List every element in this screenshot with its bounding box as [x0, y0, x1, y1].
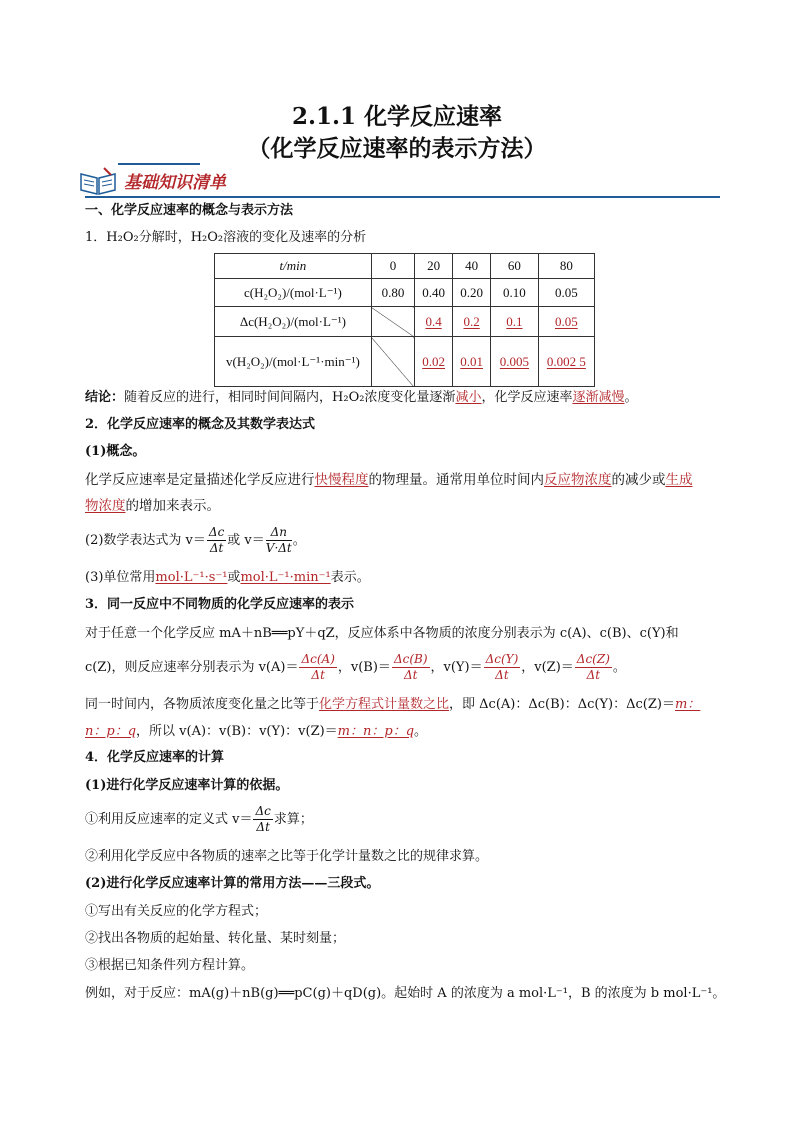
row-header: c(H₂O₂)/(mol·L⁻¹): [215, 279, 372, 307]
banner-top-rule: [118, 163, 200, 165]
text: 或: [227, 570, 241, 585]
answer: 物浓度: [85, 498, 126, 514]
list-item: ①写出有关反应的化学方程式；: [85, 904, 268, 919]
answer: 减小: [455, 390, 482, 405]
subsection-heading: (1)概念。: [85, 444, 146, 459]
text: ，v(B)＝: [337, 660, 391, 675]
answer: m：: [674, 697, 701, 712]
formula-line: [85, 803, 313, 837]
numerator: Δc: [208, 525, 225, 539]
text: c(Z)，则反应速率分别表示为 v(A)＝: [85, 660, 299, 675]
fraction: [575, 652, 612, 683]
table-cell: 0.80: [371, 279, 414, 307]
text: 表示。: [330, 570, 370, 585]
row-header: t/min: [215, 254, 372, 279]
numerator: Δc: [255, 804, 271, 818]
table-cell: 0.1: [491, 307, 539, 337]
table-cell: 0.20: [453, 279, 491, 307]
answer: 化学方程式计量数之比: [319, 697, 450, 712]
table-cell: 0.40: [415, 279, 453, 307]
table-cell: 0.005: [491, 337, 539, 387]
paragraph: [85, 496, 220, 516]
denominator: Δt: [495, 668, 509, 682]
subsection-heading: (1)进行化学反应速率计算的依据。: [85, 778, 289, 793]
section-divider: [85, 196, 720, 198]
page-subtitle: （化学反应速率的表示方法）: [247, 135, 547, 162]
fraction: [484, 652, 521, 683]
row-header: Δc(H₂O₂)/(mol·L⁻¹): [215, 307, 372, 337]
table-cell: 0.02: [415, 337, 453, 387]
table-cell: 40: [453, 254, 491, 279]
table-cell: 0.002 5: [538, 337, 594, 387]
table-cell-empty: [371, 307, 414, 337]
table-cell: 0.2: [453, 307, 491, 337]
denominator: Δt: [403, 668, 418, 682]
text: ，v(Z)＝: [521, 660, 574, 675]
text: ，v(Y)＝: [430, 660, 483, 675]
text: 的增加来表示。: [125, 498, 220, 514]
open-book-icon: [78, 166, 118, 196]
section-heading: 3．同一反应中不同物质的化学反应速率的表示: [85, 597, 355, 612]
data-table: [214, 253, 595, 387]
paragraph: 1．H₂O₂分解时，H₂O₂溶液的变化及速率的分析: [85, 230, 367, 245]
section-heading: 2．化学反应速率的概念及其数学表达式: [85, 417, 316, 432]
table-row: [215, 307, 595, 337]
paragraph: [85, 568, 370, 588]
formula-line: [85, 524, 306, 558]
text: 。: [414, 724, 428, 739]
answer: 逐渐减慢: [572, 390, 625, 405]
text: 。: [624, 390, 638, 405]
table-cell: 0.05: [538, 279, 594, 307]
text: 化学反应速率是定量描述化学反应进行: [85, 472, 315, 488]
answer: 反应物浓度: [544, 472, 612, 488]
denominator: Δt: [209, 541, 224, 555]
answer: mol·L⁻¹·s⁻¹: [155, 570, 228, 585]
table-cell: 80: [538, 254, 594, 279]
table-cell-empty: [371, 337, 414, 387]
denominator: Δt: [586, 668, 601, 682]
list-item: ③根据已知条件列方程计算。: [85, 958, 255, 973]
paragraph: [85, 695, 700, 715]
section-heading: 一、化学反应速率的概念与表示方法: [85, 203, 294, 218]
table-cell: 0.4: [415, 307, 453, 337]
text: 求算；: [273, 812, 313, 827]
section-banner-label: 基础知识清单: [124, 173, 226, 193]
list-item: ②找出各物质的起始量、转化量、某时刻量；: [85, 931, 346, 946]
table-row: [215, 337, 595, 387]
text: 。: [292, 533, 306, 548]
text: ①利用反应速率的定义式 v＝: [85, 812, 253, 827]
numerator: Δc(Y): [485, 652, 519, 666]
text: ，即 Δc(A)：Δc(B)：Δc(Y)：Δc(Z)＝: [449, 697, 675, 712]
table-row: [215, 254, 595, 279]
row-header: v(H₂O₂)/(mol·L⁻¹·min⁻¹): [215, 337, 372, 387]
page-title: 2.1.1 化学反应速率: [291, 103, 503, 130]
table-row: [215, 279, 595, 307]
text: 随着反应的进行，相同时间间隔内，H₂O₂浓度变化量逐渐: [124, 390, 456, 405]
conclusion-label: 结论：: [85, 390, 125, 405]
text: 的减少或: [611, 472, 666, 488]
text: (3)单位常用: [85, 570, 156, 585]
table-cell: 0.10: [491, 279, 539, 307]
denominator: V·Δt: [265, 541, 292, 555]
table-cell: 60: [491, 254, 539, 279]
text: 或 v＝: [227, 533, 265, 548]
conclusion: [85, 388, 638, 408]
answer: n：p：q: [85, 724, 137, 739]
text: ，所以 v(A)：v(B)：v(Y)：v(Z)＝: [136, 724, 338, 739]
paragraph: [85, 470, 693, 490]
answer: 快慢程度: [314, 472, 369, 488]
fraction: [253, 804, 272, 835]
table-cell: 0: [371, 254, 414, 279]
section-heading: 4．化学反应速率的计算: [85, 750, 225, 765]
answer: mol·L⁻¹·min⁻¹: [240, 570, 331, 585]
table-cell: 0.05: [538, 307, 594, 337]
fraction: [392, 652, 430, 683]
text: 。: [612, 660, 626, 675]
paragraph: 例如，对于反应：mA(g)＋nB(g)══pC(g)＋qD(g)。起始时 A 的浓度为 a mol·L⁻¹，B 的浓度为 b mol·L⁻¹。: [85, 986, 726, 1001]
paragraph: ②利用化学反应中各物质的速率之比等于化学计量数之比的规律求算。: [85, 849, 489, 864]
table-cell: 20: [415, 254, 453, 279]
answer: 生成: [665, 472, 693, 488]
paragraph: 对于任意一个化学反应 mA＋nB══pY＋qZ，反应体系中各物质的浓度分别表示为 c(A)、c(B)、c(Y)和: [85, 626, 679, 641]
text: ，化学反应速率: [481, 390, 573, 405]
denominator: Δt: [311, 668, 325, 682]
fraction: [266, 525, 292, 556]
denominator: Δt: [256, 820, 270, 834]
fraction: [299, 652, 336, 683]
text: 的物理量。通常用单位时间内: [368, 472, 544, 488]
fraction: [207, 525, 226, 556]
numerator: Δc(B): [393, 652, 428, 666]
answer: m：n：p：q: [337, 724, 415, 739]
numerator: Δc(Z): [576, 652, 610, 666]
text: 同一时间内，各物质浓度变化量之比等于: [85, 697, 320, 712]
table-cell: 0.01: [453, 337, 491, 387]
text: (2)数学表达式为 v＝: [85, 533, 206, 548]
numerator: Δn: [266, 525, 292, 541]
numerator: Δc(A): [301, 652, 335, 666]
paragraph: [85, 722, 427, 742]
subsection-heading: (2)进行化学反应速率计算的常用方法——三段式。: [85, 876, 380, 891]
formula-line: [85, 651, 626, 685]
